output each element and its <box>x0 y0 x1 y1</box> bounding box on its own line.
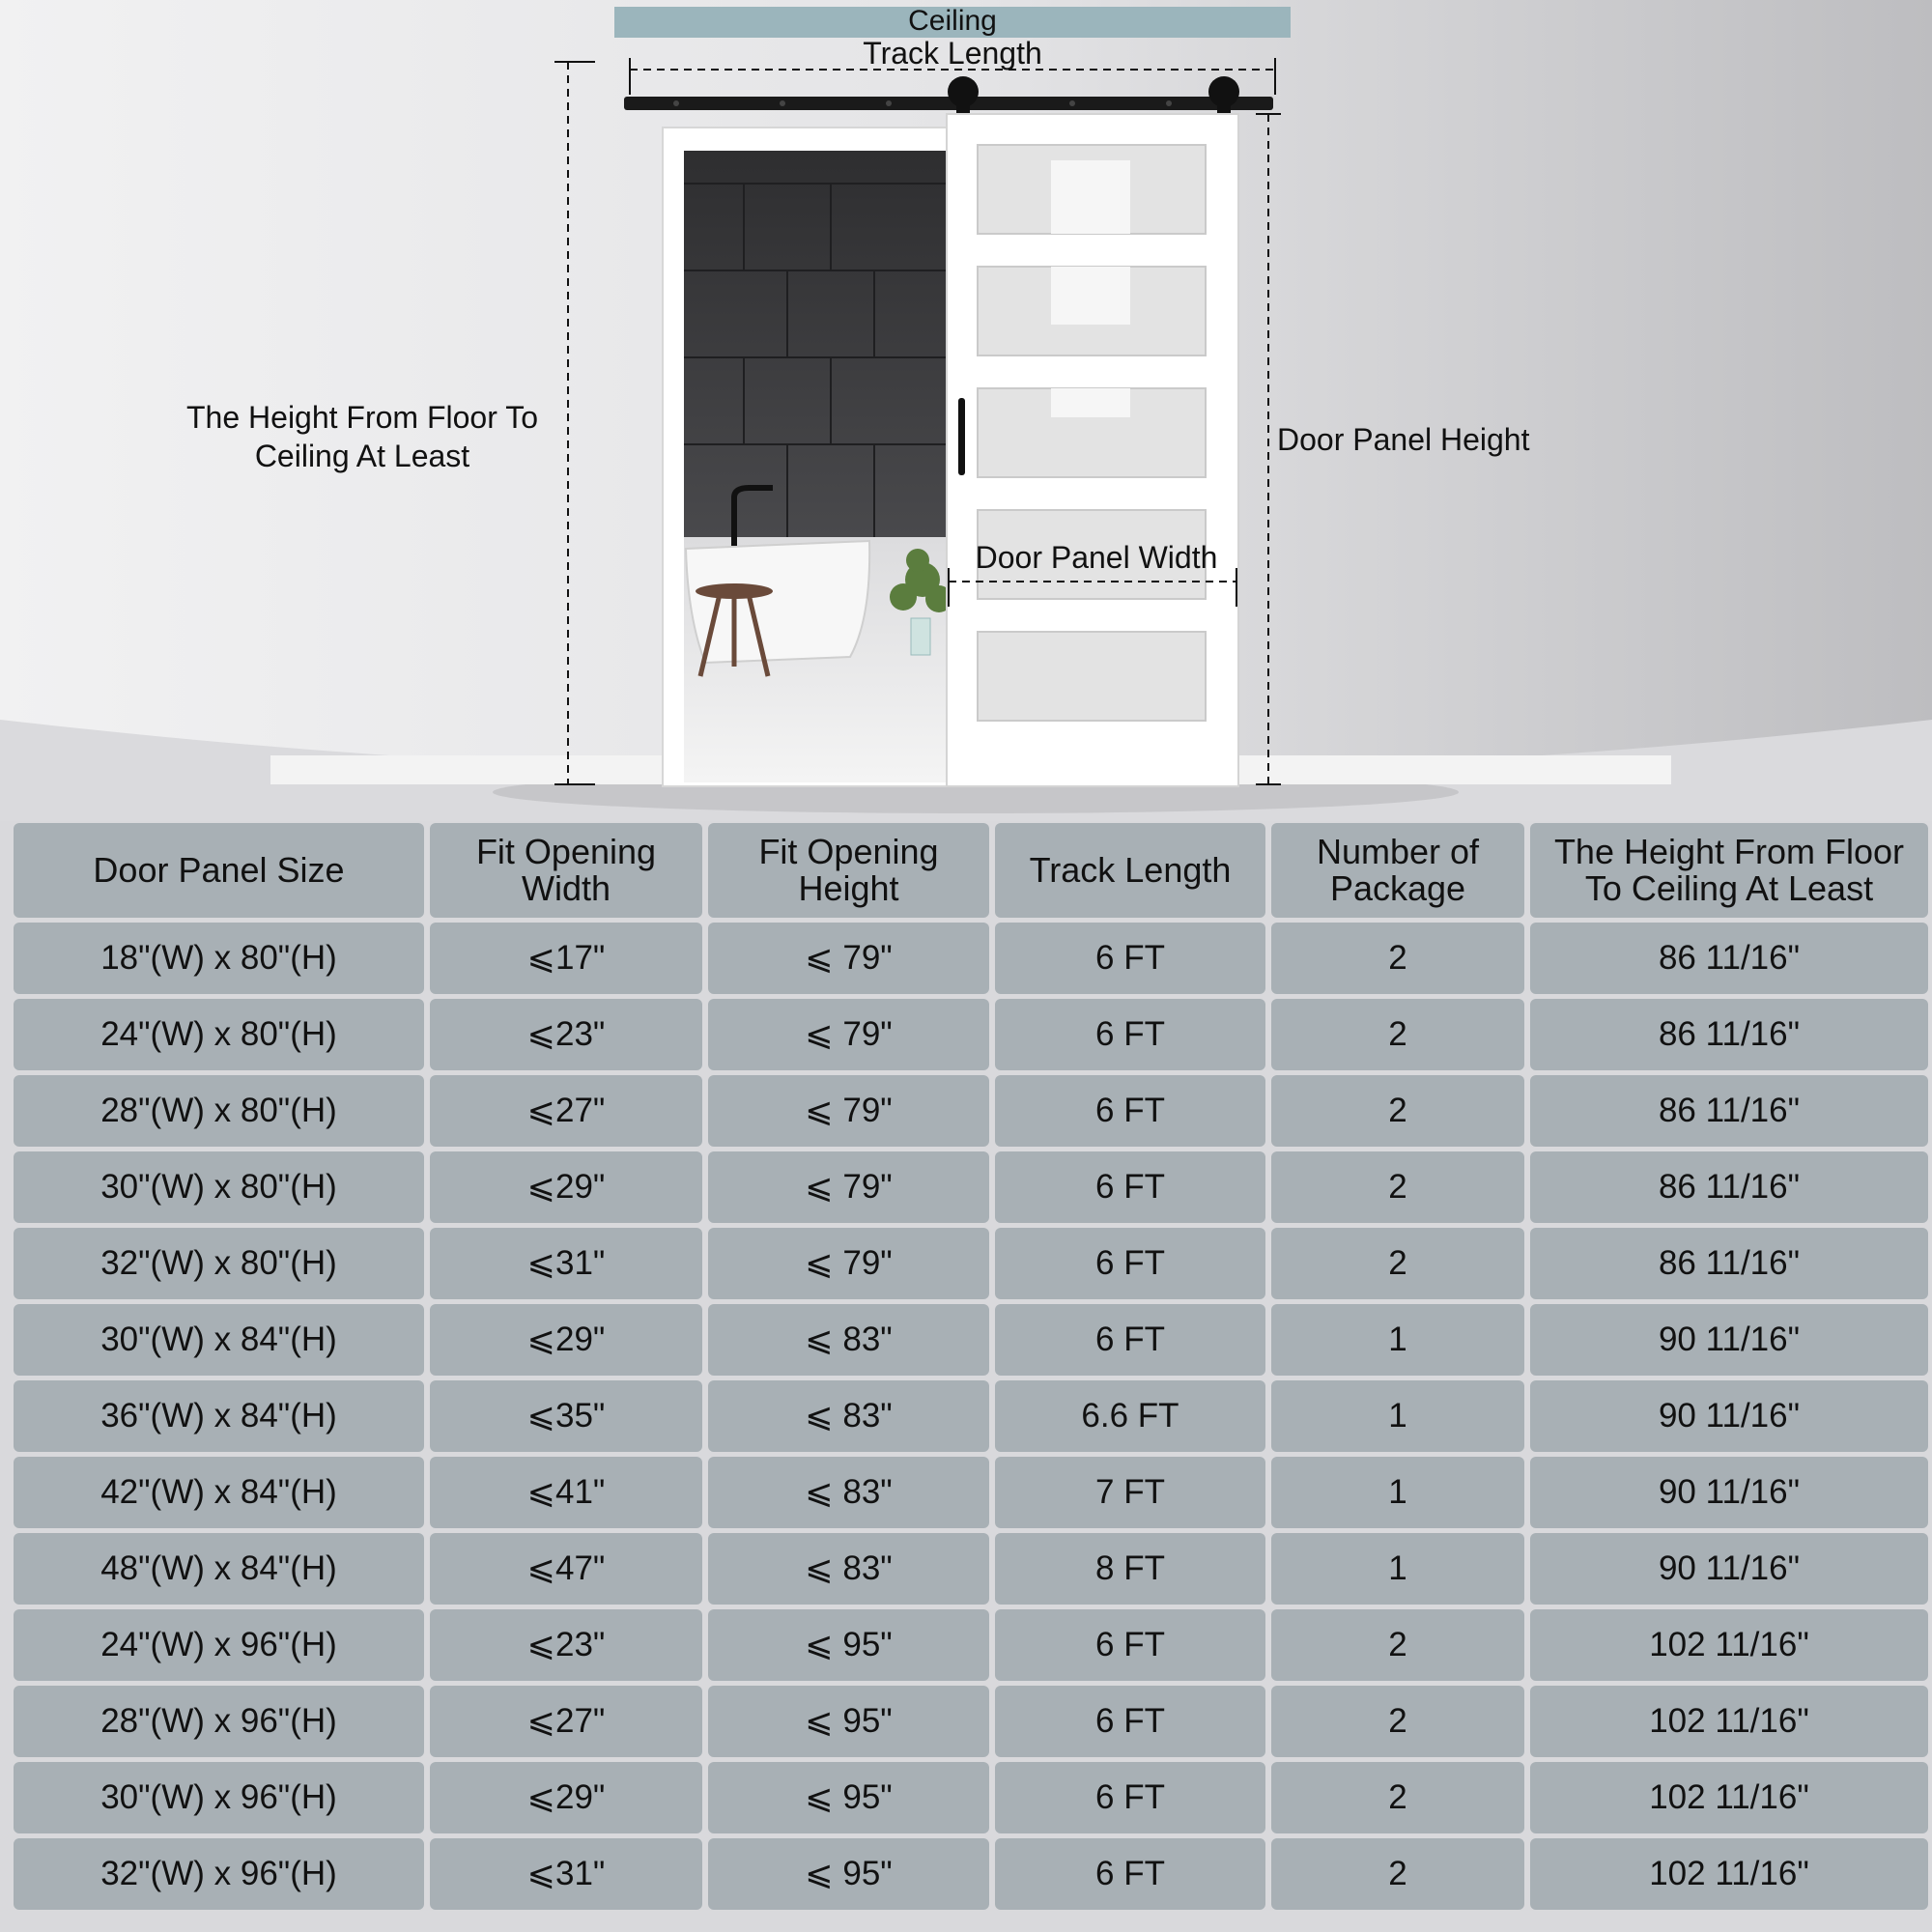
barn-door-diagram <box>0 0 1932 821</box>
cell-number-of-package: 2 <box>1271 923 1524 994</box>
cell-fit-opening-width: ⩽29" <box>430 1304 702 1376</box>
cell-floor-to-ceiling: 102 11/16" <box>1530 1838 1928 1910</box>
cell-floor-to-ceiling: 86 11/16" <box>1530 1151 1928 1223</box>
cell-door-panel-size: 28"(W) x 96"(H) <box>14 1686 424 1757</box>
cell-track-length: 7 FT <box>995 1457 1265 1528</box>
cell-track-length: 6 FT <box>995 1762 1265 1833</box>
cell-floor-to-ceiling: 102 11/16" <box>1530 1686 1928 1757</box>
cell-number-of-package: 1 <box>1271 1457 1524 1528</box>
cell-track-length: 6 FT <box>995 1228 1265 1299</box>
bathroom-tile-wall <box>684 151 964 537</box>
cell-number-of-package: 1 <box>1271 1304 1524 1376</box>
cell-track-length: 6 FT <box>995 999 1265 1070</box>
cell-fit-opening-width: ⩽29" <box>430 1762 702 1833</box>
cell-floor-to-ceiling: 102 11/16" <box>1530 1609 1928 1681</box>
door-size-table <box>14 823 1918 1920</box>
cell-door-panel-size: 30"(W) x 84"(H) <box>14 1304 424 1376</box>
cell-fit-opening-height: ⩽ 83" <box>708 1380 989 1452</box>
cell-fit-opening-height: ⩽ 79" <box>708 923 989 994</box>
header-fit-opening-width: Fit Opening Width <box>430 823 702 918</box>
cell-fit-opening-width: ⩽29" <box>430 1151 702 1223</box>
door-panel-height-label: Door Panel Height <box>1277 422 1530 457</box>
cell-floor-to-ceiling: 86 11/16" <box>1530 1228 1928 1299</box>
cell-floor-to-ceiling: 86 11/16" <box>1530 999 1928 1070</box>
cell-track-length: 6 FT <box>995 1609 1265 1681</box>
cell-fit-opening-width: ⩽31" <box>430 1838 702 1910</box>
floor-to-ceiling-label: The Height From Floor To Ceiling At Least <box>186 400 538 473</box>
cell-number-of-package: 2 <box>1271 999 1524 1070</box>
cell-fit-opening-width: ⩽41" <box>430 1457 702 1528</box>
cell-fit-opening-height: ⩽ 83" <box>708 1304 989 1376</box>
bathtub <box>686 541 869 663</box>
ceiling-label: Ceiling <box>908 5 997 37</box>
cell-number-of-package: 1 <box>1271 1533 1524 1605</box>
cell-fit-opening-height: ⩽ 95" <box>708 1609 989 1681</box>
cell-door-panel-size: 24"(W) x 96"(H) <box>14 1609 424 1681</box>
cell-number-of-package: 1 <box>1271 1380 1524 1452</box>
cell-floor-to-ceiling: 86 11/16" <box>1530 923 1928 994</box>
cell-floor-to-ceiling: 90 11/16" <box>1530 1533 1928 1605</box>
cell-track-length: 6 FT <box>995 1686 1265 1757</box>
header-number-of-package: Number of Package <box>1271 823 1524 918</box>
header-track-length: Track Length <box>995 823 1265 918</box>
cell-track-length: 6 FT <box>995 1151 1265 1223</box>
cell-track-length: 6.6 FT <box>995 1380 1265 1452</box>
cell-fit-opening-width: ⩽27" <box>430 1075 702 1147</box>
door-handle <box>958 398 965 475</box>
cell-door-panel-size: 48"(W) x 84"(H) <box>14 1533 424 1605</box>
cell-floor-to-ceiling: 90 11/16" <box>1530 1380 1928 1452</box>
cell-number-of-package: 2 <box>1271 1686 1524 1757</box>
cell-door-panel-size: 30"(W) x 96"(H) <box>14 1762 424 1833</box>
cell-fit-opening-width: ⩽23" <box>430 1609 702 1681</box>
cell-track-length: 6 FT <box>995 1838 1265 1910</box>
header-door-panel-size: Door Panel Size <box>14 823 424 918</box>
cell-door-panel-size: 36"(W) x 84"(H) <box>14 1380 424 1452</box>
cell-door-panel-size: 18"(W) x 80"(H) <box>14 923 424 994</box>
header-fit-opening-height: Fit Opening Height <box>708 823 989 918</box>
vase <box>911 618 930 655</box>
cell-fit-opening-width: ⩽27" <box>430 1686 702 1757</box>
cell-fit-opening-height: ⩽ 95" <box>708 1838 989 1910</box>
cell-fit-opening-height: ⩽ 95" <box>708 1762 989 1833</box>
cell-fit-opening-width: ⩽23" <box>430 999 702 1070</box>
cell-fit-opening-height: ⩽ 79" <box>708 999 989 1070</box>
door-panel-width-label: Door Panel Width <box>975 540 1218 575</box>
cell-door-panel-size: 30"(W) x 80"(H) <box>14 1151 424 1223</box>
cell-door-panel-size: 32"(W) x 96"(H) <box>14 1838 424 1910</box>
header-floor-to-ceiling: The Height From Floor To Ceiling At Least <box>1530 823 1928 918</box>
cell-door-panel-size: 24"(W) x 80"(H) <box>14 999 424 1070</box>
cell-track-length: 6 FT <box>995 1304 1265 1376</box>
cell-number-of-package: 2 <box>1271 1151 1524 1223</box>
cell-door-panel-size: 42"(W) x 84"(H) <box>14 1457 424 1528</box>
cell-door-panel-size: 28"(W) x 80"(H) <box>14 1075 424 1147</box>
cell-number-of-package: 2 <box>1271 1838 1524 1910</box>
cell-floor-to-ceiling: 86 11/16" <box>1530 1075 1928 1147</box>
cell-fit-opening-height: ⩽ 79" <box>708 1228 989 1299</box>
cell-fit-opening-height: ⩽ 79" <box>708 1151 989 1223</box>
cell-fit-opening-height: ⩽ 83" <box>708 1533 989 1605</box>
cell-track-length: 6 FT <box>995 923 1265 994</box>
cell-fit-opening-width: ⩽31" <box>430 1228 702 1299</box>
cell-door-panel-size: 32"(W) x 80"(H) <box>14 1228 424 1299</box>
track-rail <box>624 97 1273 110</box>
cell-number-of-package: 2 <box>1271 1762 1524 1833</box>
cell-floor-to-ceiling: 90 11/16" <box>1530 1304 1928 1376</box>
cell-fit-opening-height: ⩽ 79" <box>708 1075 989 1147</box>
cell-track-length: 8 FT <box>995 1533 1265 1605</box>
cell-number-of-package: 2 <box>1271 1075 1524 1147</box>
cell-fit-opening-height: ⩽ 83" <box>708 1457 989 1528</box>
cell-number-of-package: 2 <box>1271 1609 1524 1681</box>
track-length-label: Track Length <box>863 36 1042 71</box>
cell-fit-opening-height: ⩽ 95" <box>708 1686 989 1757</box>
cell-floor-to-ceiling: 102 11/16" <box>1530 1762 1928 1833</box>
cell-fit-opening-width: ⩽17" <box>430 923 702 994</box>
cell-track-length: 6 FT <box>995 1075 1265 1147</box>
cell-fit-opening-width: ⩽35" <box>430 1380 702 1452</box>
cell-number-of-package: 2 <box>1271 1228 1524 1299</box>
cell-fit-opening-width: ⩽47" <box>430 1533 702 1605</box>
cell-floor-to-ceiling: 90 11/16" <box>1530 1457 1928 1528</box>
